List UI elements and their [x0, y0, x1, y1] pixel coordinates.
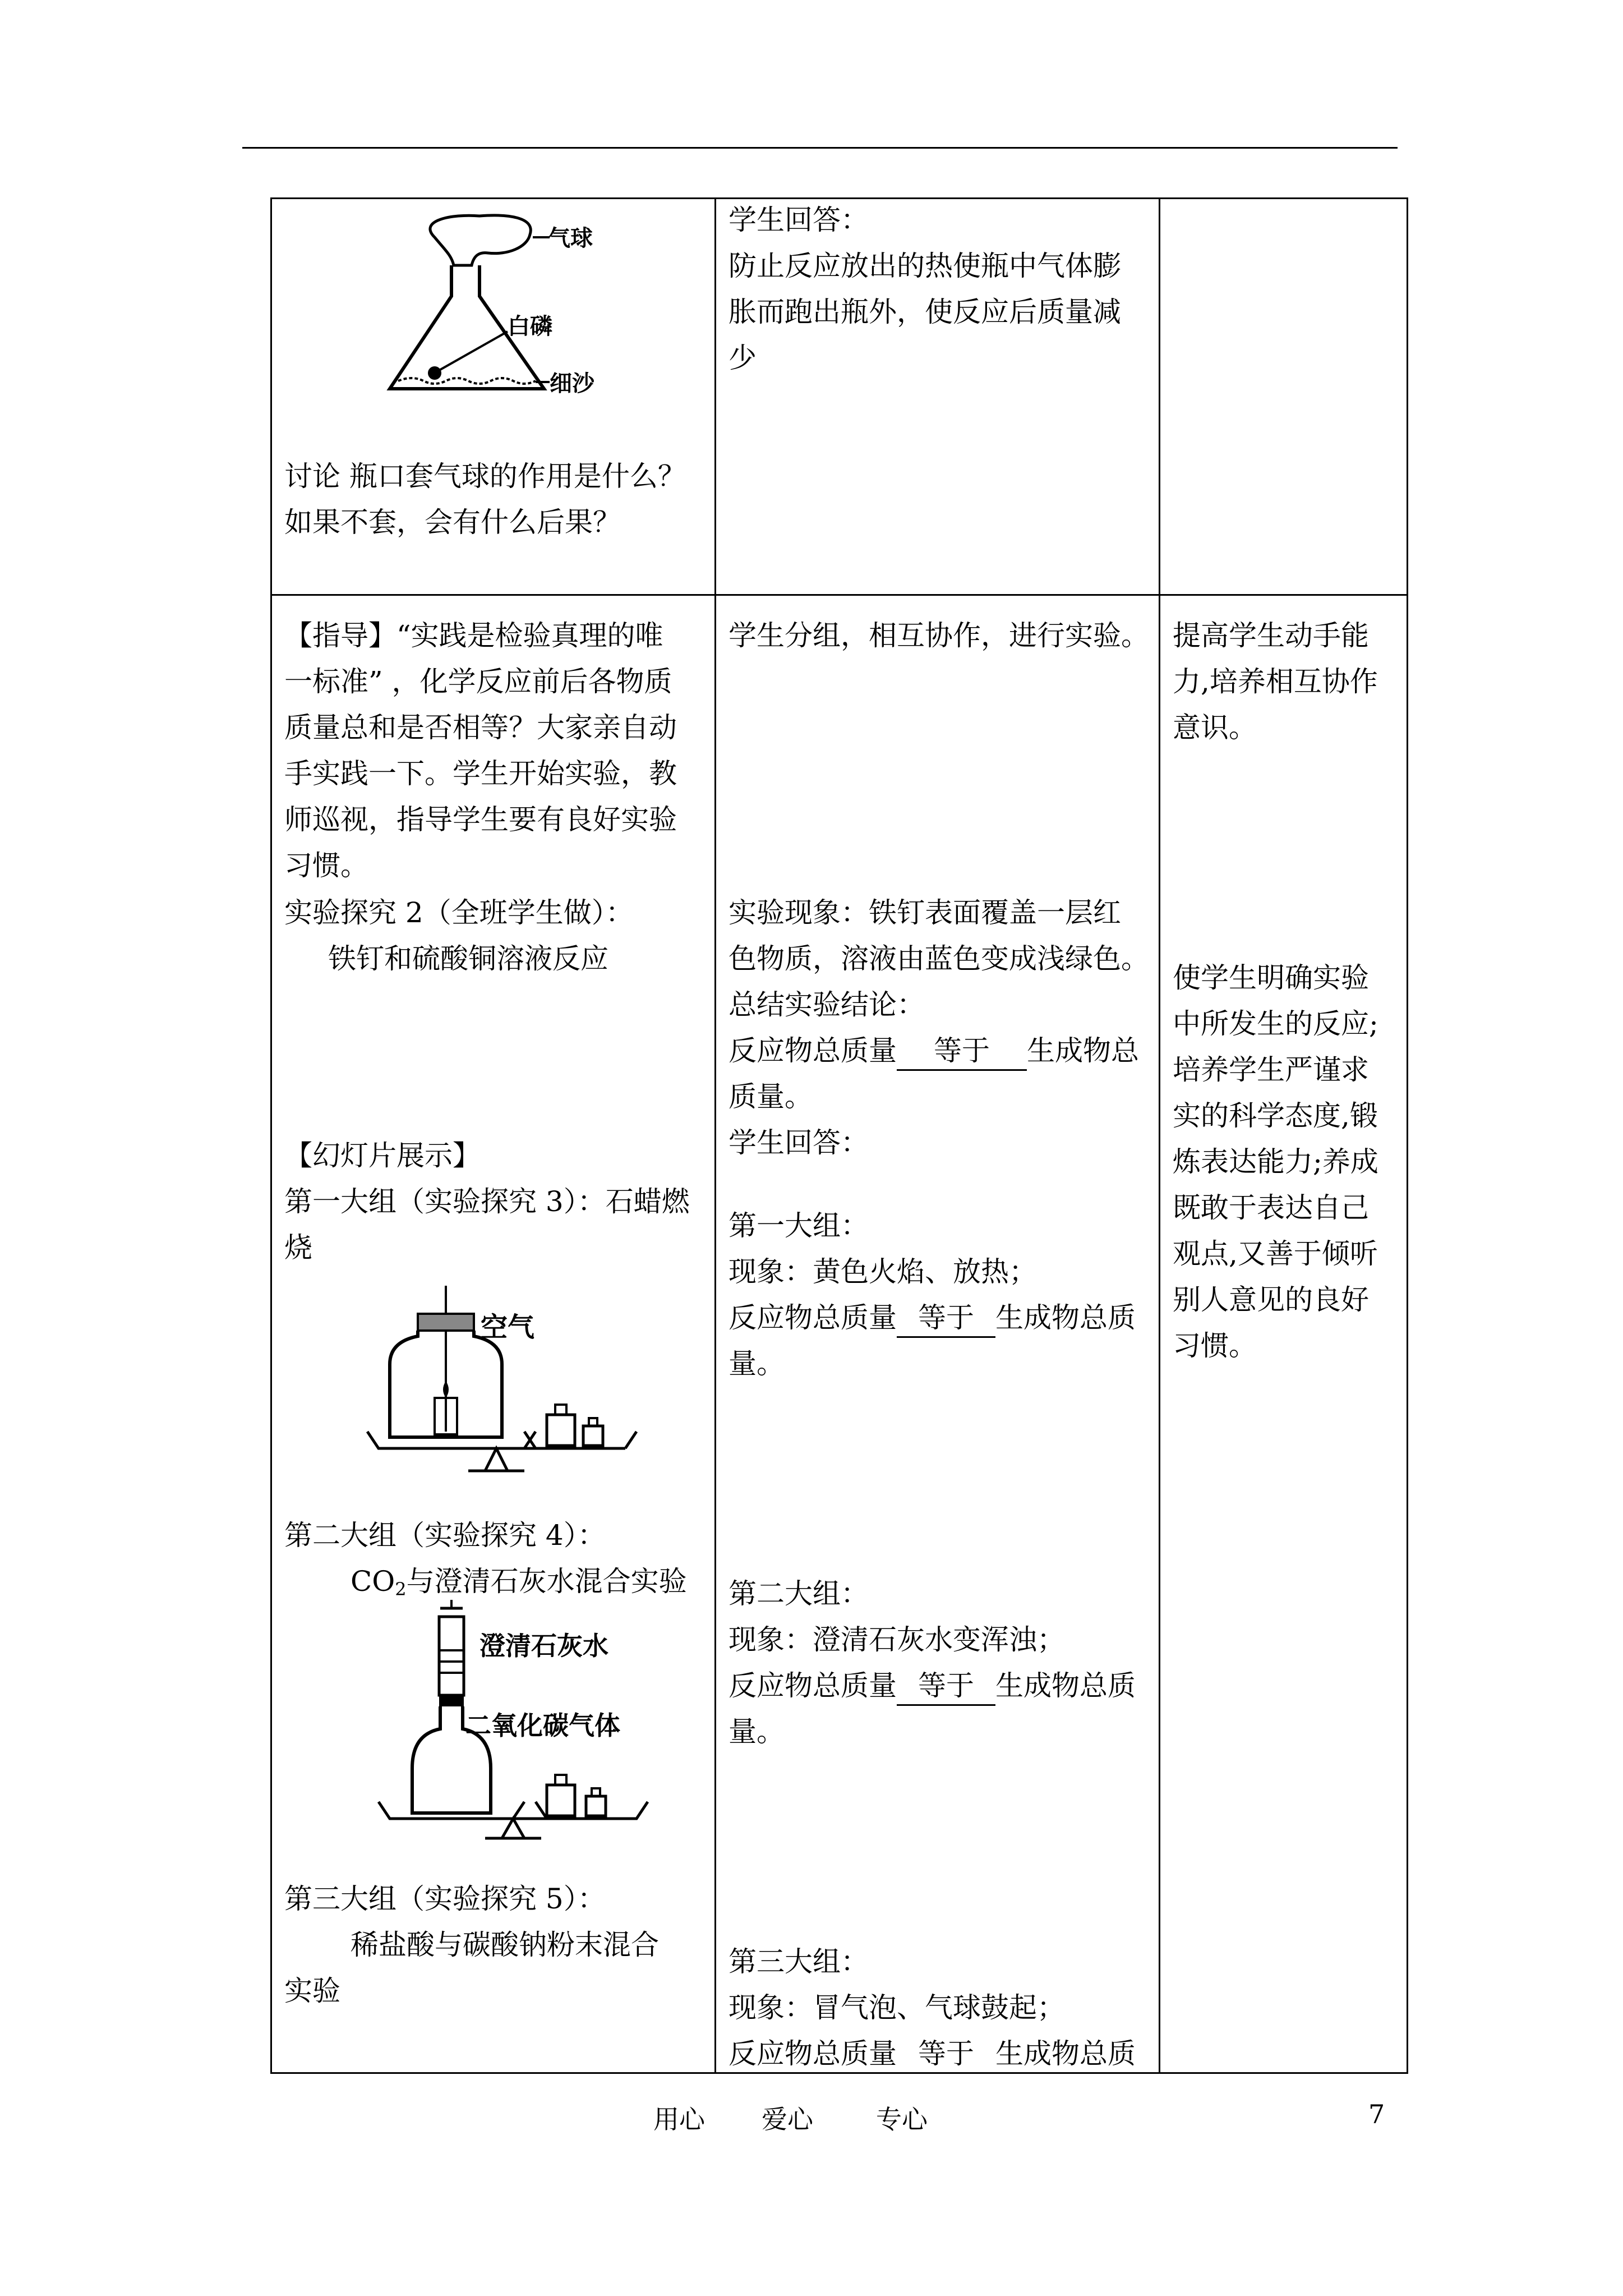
- group3-desc: 稀盐酸与碳酸钠粉末混合: [351, 1929, 659, 1961]
- student-answer-line: 少: [728, 342, 757, 374]
- conclusion-line: [728, 1028, 1139, 1074]
- result-text: 生成物总质: [995, 1301, 1136, 1334]
- guide-line: 质量总和是否相等？大家亲自动: [284, 711, 677, 744]
- group3-desc: 实验: [284, 1975, 340, 2007]
- guide-line: 一标准” ，化学反应前后各物质: [284, 665, 672, 698]
- group2-blank: 等于: [897, 1667, 995, 1706]
- goal-line: 提高学生动手能: [1173, 619, 1369, 652]
- goal-line: 习惯。: [1173, 1329, 1257, 1362]
- group3-phenomenon: 现象：冒气泡、气球鼓起；: [728, 1991, 1065, 2024]
- footer-motto-2: 爱心: [762, 2104, 813, 2134]
- discussion-line: 如果不套，会有什么后果？: [284, 506, 621, 539]
- group1-result: 量。: [728, 1347, 785, 1380]
- exp2-title: 实验探究 2（全班学生做）：: [284, 896, 634, 929]
- flask-balloon-figure: [367, 204, 603, 417]
- syringe-bottle-figure: [356, 1600, 670, 1847]
- label-air: 空气: [481, 1312, 535, 1343]
- label-limewater: 澄清石灰水: [479, 1631, 608, 1661]
- goal-line: 使学生明确实验: [1173, 961, 1369, 994]
- row2-col3: [1160, 595, 1408, 2073]
- group3-blank: 等于: [897, 2035, 995, 2074]
- goal-line: 意识。: [1173, 711, 1257, 744]
- conclusion-line: 质量。: [728, 1080, 813, 1113]
- goal-line: 中所发生的反应;: [1173, 1007, 1378, 1040]
- guide-line: 师巡视，指导学生要有良好实验: [284, 803, 677, 836]
- header-rule: [242, 147, 1398, 149]
- guide-line: 手实践一下。学生开始实验，教: [284, 757, 677, 790]
- group1-line: 烧: [284, 1231, 312, 1264]
- syringe-barrel: [439, 1617, 464, 1695]
- group1-result: [728, 1295, 1136, 1341]
- row1-col3: [1160, 199, 1408, 595]
- balloon-shape: [430, 215, 531, 265]
- result-text: 反应物总质量: [728, 2037, 897, 2070]
- answer-title: 学生回答：: [728, 1126, 869, 1159]
- balance-fulcrum: [485, 1448, 508, 1471]
- phenomenon-line: 实验现象：铁钉表面覆盖一层红: [728, 896, 1121, 929]
- row2-col2: [716, 595, 1160, 2073]
- label-balloon: 气球: [548, 226, 593, 251]
- guide-line: 【指导】“实践是检验真理的唯: [284, 619, 663, 652]
- weight-small: [586, 1796, 606, 1816]
- result-text: 生成物总质: [995, 2037, 1136, 2070]
- flame: [443, 1381, 449, 1398]
- discussion-line: 讨论 瓶口套气球的作用是什么？: [284, 460, 686, 493]
- result-text: 反应物总质量: [728, 1301, 897, 1334]
- group2-desc-text: 与澄清石灰水混合实验: [406, 1565, 687, 1598]
- result-text: 反应物总质量: [728, 1669, 897, 1702]
- group2-result: [728, 1663, 1136, 1709]
- weight-large: [547, 1415, 575, 1446]
- conclusion-title: 总结实验结论：: [728, 988, 925, 1021]
- table-row: [271, 199, 1408, 595]
- row1-col2: [716, 199, 1160, 595]
- student-answer-title: 学生回答：: [728, 204, 869, 236]
- group2-phenomenon: 现象：澄清石灰水变浑浊；: [728, 1623, 1065, 1656]
- sand-layer: [398, 378, 536, 384]
- student-answer-line: 胀而跑出瓶外，使反应后质量减: [728, 296, 1121, 328]
- group1-line: 第一大组（实验探究 3）：石蜡燃: [284, 1185, 690, 1218]
- weight-large: [547, 1785, 575, 1816]
- balance-fulcrum: [502, 1819, 524, 1838]
- group2-title: 第二大组：: [728, 1577, 869, 1610]
- jar-lid: [418, 1314, 474, 1331]
- goal-line: 别人意见的良好: [1173, 1283, 1369, 1316]
- footer-motto-1: 用心: [653, 2104, 705, 2134]
- lesson-table: [270, 197, 1408, 2074]
- guide-line: 习惯。: [284, 849, 368, 882]
- row1-col1: [271, 199, 716, 595]
- group2-title: 第二大组（实验探究 4）：: [284, 1519, 606, 1552]
- conclusion-text: 生成物总: [1027, 1034, 1139, 1067]
- label-sand: 细沙: [550, 371, 594, 397]
- co2-subscript: 2: [395, 1579, 407, 1600]
- goal-line: 培养学生严谨求: [1173, 1053, 1369, 1086]
- conclusion-blank: 等于: [897, 1032, 1027, 1071]
- group3-result: [728, 2031, 1136, 2077]
- candle-jar-figure: [356, 1286, 648, 1499]
- goal-line: 观点,又善于倾听: [1173, 1237, 1378, 1270]
- group2-result: 量。: [728, 1715, 785, 1748]
- footer-motto-3: 专心: [876, 2104, 928, 2134]
- group3-title: 第三大组（实验探究 5）：: [284, 1883, 606, 1915]
- label-co2-gas: 二氧化碳气体: [465, 1710, 620, 1741]
- group1-title: 第一大组：: [728, 1209, 869, 1242]
- student-answer-line: 防止反应放出的热使瓶中气体膨: [728, 250, 1121, 282]
- phenomenon-line: 色物质，溶液由蓝色变成浅绿色。: [728, 942, 1149, 975]
- student-activity: 学生分组，相互协作，进行实验。: [728, 619, 1149, 652]
- group3-title: 第三大组：: [728, 1945, 869, 1978]
- group1-phenomenon: 现象：黄色火焰、放热；: [728, 1255, 1037, 1288]
- weight-small: [583, 1426, 603, 1446]
- page-number: 7: [1368, 2099, 1385, 2129]
- exp2-desc: 铁钉和硫酸铜溶液反应: [328, 942, 608, 975]
- goal-line: 实的科学态度,锻: [1173, 1099, 1378, 1132]
- row2-col1: [271, 595, 716, 2073]
- goal-line: 既敢于表达自己: [1173, 1191, 1369, 1224]
- phosphorus-dot: [428, 366, 441, 380]
- goal-line: 炼表达能力;养成: [1173, 1145, 1378, 1178]
- group1-blank: 等于: [897, 1299, 995, 1338]
- label-phosphorus: 白磷: [508, 314, 552, 339]
- table-row: [271, 595, 1408, 2073]
- co2-formula: CO: [351, 1565, 395, 1598]
- result-text: 生成物总质: [995, 1669, 1136, 1702]
- conclusion-text: 反应物总质量: [728, 1034, 897, 1067]
- slide-title: 【幻灯片展示】: [284, 1139, 481, 1172]
- goal-line: 力,培养相互协作: [1173, 665, 1378, 698]
